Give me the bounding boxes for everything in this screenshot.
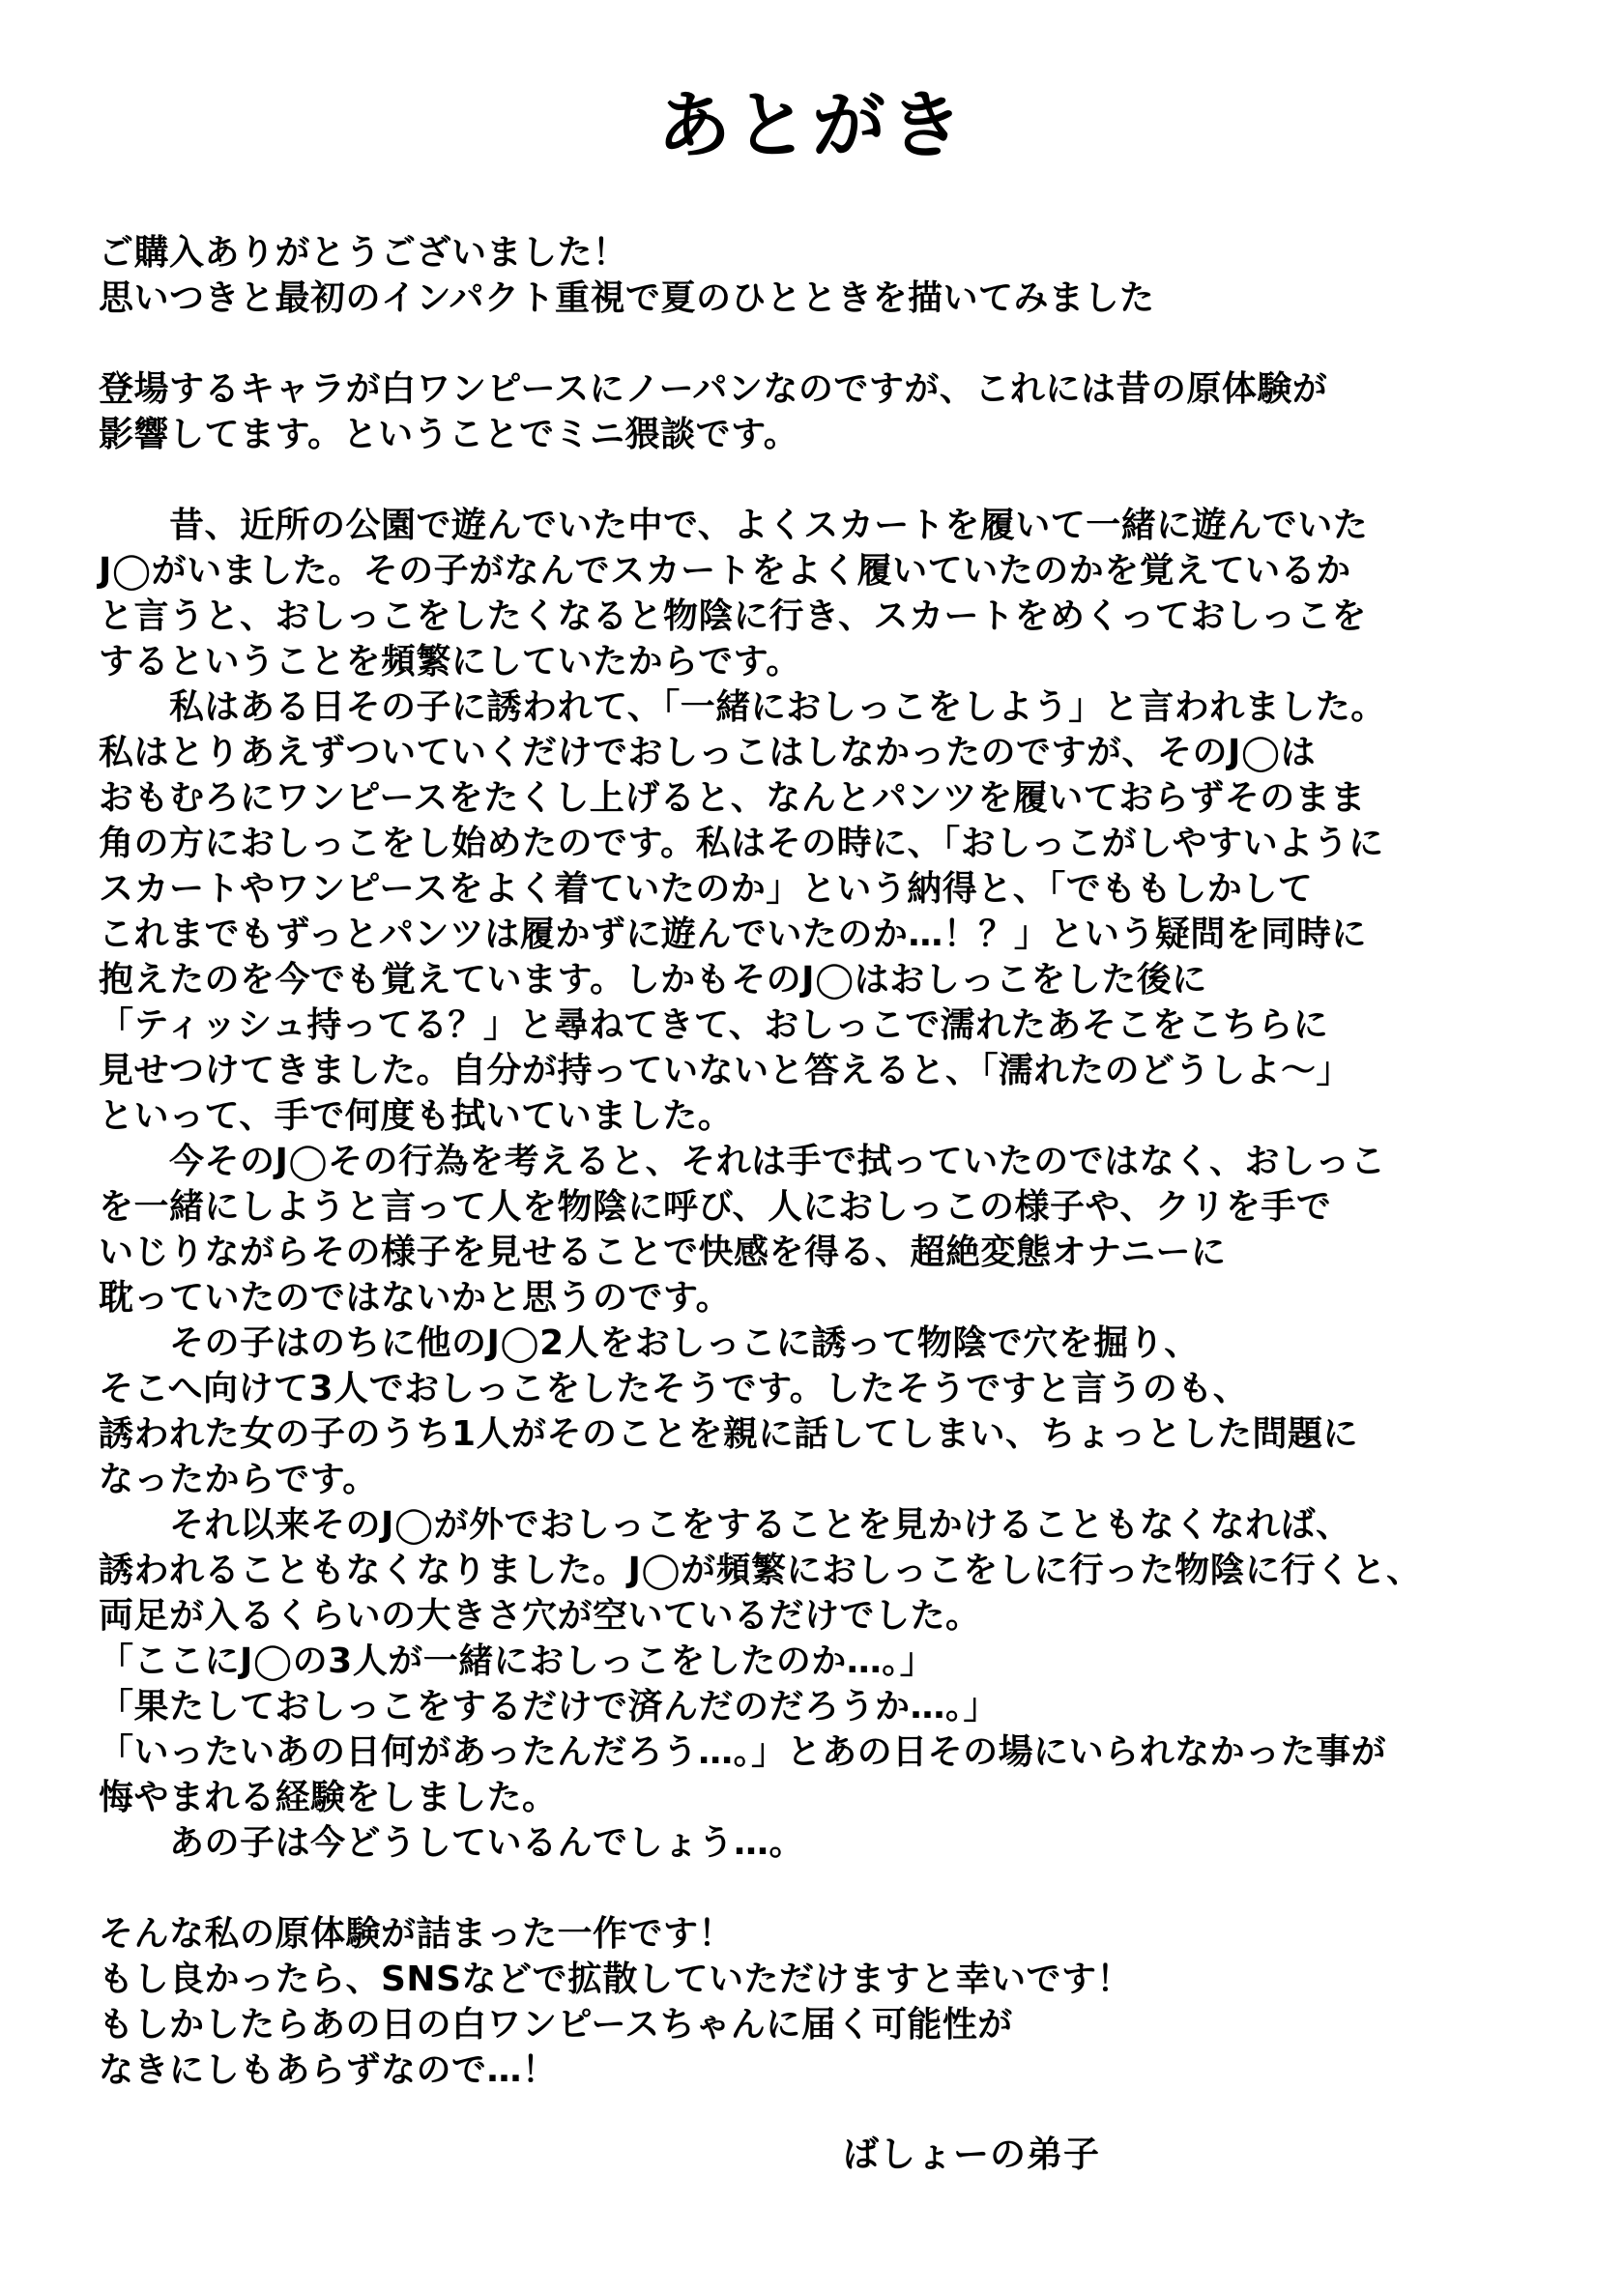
afterword-line: いじりながらその様子を見せることで快感を得る、超絶変態オナニーに [99,1233,1227,1272]
afterword-line: 私はとりあえずついていくだけでおしっこはしなかったのですが、そのJ◯は [99,733,1317,772]
afterword-line: 誘われることもなくなりました。J◯が頻繁におしっこをしに行った物陰に行くと、 [99,1551,1422,1590]
afterword-line: なきにしもあらずなので…！ [99,2050,558,2090]
afterword-line: おもむろにワンピースをたくし上げると、なんとパンツを履いておらずそのまま [99,778,1366,818]
afterword-line: 昔、近所の公園で遊んでいた中で、よくスカートを履いて一緒に遊んでいた [99,506,1369,545]
afterword-line: 誘われた女の子のうち1人がそのことを親に話してしまい、ちょっとした問題に [99,1414,1359,1454]
afterword-line: スカートやワンピースをよく着ていたのか」という納得と、「でももしかして [99,869,1314,909]
afterword-line: もしかしたらあの日の白ワンピースちゃんに届く可能性が [99,2005,1013,2045]
afterword-line: そんな私の原体験が詰まった一作です！ [99,1914,735,1954]
afterword-line: 「果たしておしっこをするだけで済んだのだろうか…。」 [99,1687,1000,1727]
afterword-line: 「ここにJ◯の3人が一緒におしっこをしたのか…。」 [99,1641,936,1681]
afterword-line: 抱えたのを今でも覚えています。しかもそのJ◯はおしっこをした後に [99,960,1207,1000]
afterword-line: なったからです。 [99,1460,378,1499]
afterword-line: 「いったいあの日何があったんだろう…。」とあの日その場にいられなかった事が [99,1732,1387,1772]
afterword-line: 両足が入るくらいの大きさ穴が空いているだけでした。 [99,1596,981,1636]
afterword-line: もし良かったら、SNSなどで拡散していただけますと幸いです！ [99,1959,1132,1999]
afterword-line [99,321,1529,366]
afterword-line: 私はある日その子に誘われて、「一緒におしっこをしよう」と言われました。 [99,687,1386,727]
author-signature: ばしょーの弟子 [843,2133,1100,2175]
afterword-line: 見せつけてきました。自分が持っていないと答えると、「濡れたのどうしよ〜」 [99,1051,1352,1090]
afterword-line: 耽っていたのではないかと思うのです。 [99,1278,732,1318]
afterword-line: 思いつきと最初のインパクト重視で夏のひとときを描いてみました [99,278,1155,318]
afterword-line: するということを頻繁にしていたからです。 [99,642,801,682]
afterword-line: J◯がいました。その子がなんでスカートをよく履いていたのかを覚えているか [99,551,1351,591]
afterword-body [99,230,1529,2093]
afterword-line: 「ティッシュ持ってる？」と尋ねてきて、おしっこで濡れたあそこをこちらに [99,1005,1329,1045]
afterword-line: 登場するキャラが白ワンピースにノーパンなのですが、これには昔の原体験が [99,369,1328,409]
afterword-line: これまでもずっとパンツは履かずに遊んでいたのか…！？」という疑問を同時に [99,914,1367,954]
afterword-line: 角の方におしっこをし始めたのです。私はその時に、「おしっこがしやすいように [99,824,1384,863]
afterword-line: ご購入ありがとうございました！ [99,233,628,273]
afterword-line [99,1866,1529,1911]
afterword-line: それ以来そのJ◯が外でおしっこをすることを見かけることもなくなれば、 [99,1505,1351,1545]
afterword-line: 今そのJ◯その行為を考えると、それは手で拭っていたのではなく、おしっこ [99,1142,1386,1181]
afterword-line: と言うと、おしっこをしたくなると物陰に行き、スカートをめくっておしっこを [99,596,1367,636]
afterword-line [99,457,1529,503]
page-title: あとがき [657,82,967,168]
afterword-line: 影響してます。ということでミニ猥談です。 [99,415,799,454]
afterword-line: を一緒にしようと言って人を物陰に呼び、人におしっこの様子や、クリを手で [99,1187,1332,1227]
afterword-line: そこへ向けて3人でおしっこをしたそうです。したそうですと言うのも、 [99,1369,1249,1408]
afterword-line: 悔やまれる経験をしました。 [99,1778,558,1817]
afterword-line: あの子は今どうしているんでしょう…。 [99,1823,805,1863]
afterword-line: といって、手で何度も拭いていました。 [99,1096,734,1136]
afterword-line: その子はのちに他のJ◯2人をおしっこに誘って物陰で穴を掘り、 [99,1323,1200,1363]
